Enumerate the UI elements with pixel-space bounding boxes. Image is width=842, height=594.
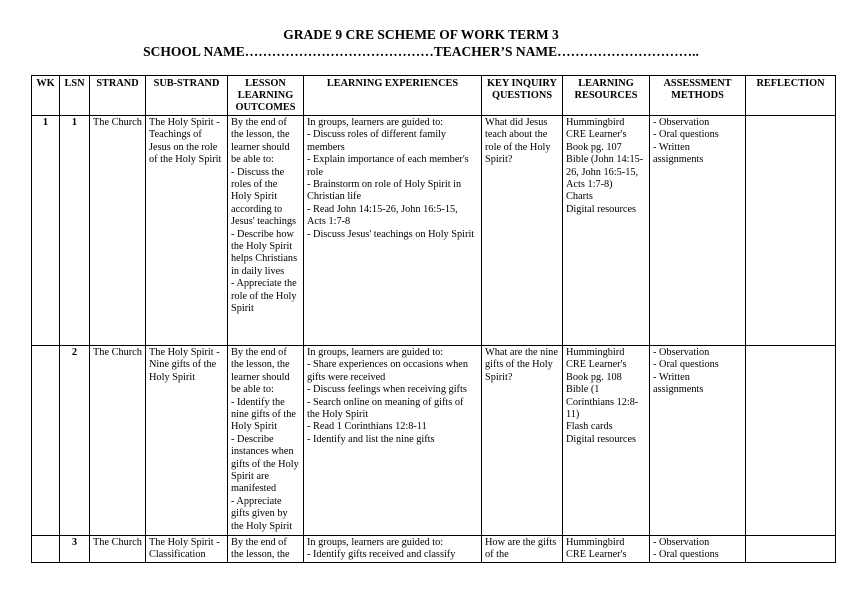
- header-strand: STRAND: [90, 76, 146, 116]
- header-wk: WK: [32, 76, 60, 116]
- cell-strand: The Church: [90, 536, 146, 563]
- experience-line: - Discuss feelings when receiving gifts: [307, 384, 467, 396]
- school-teacher-line: SCHOOL NAME……………………………………TEACHER’S NAME…………………………..: [143, 44, 699, 59]
- assessment-line: - Oral questions: [653, 129, 719, 141]
- scheme-of-work-table: [31, 75, 836, 563]
- assessment-line: - Observation: [653, 347, 710, 358]
- cell-sub-strand: The Holy Spirit - Teachings of Jesus on the role of the Holy Spirit: [146, 116, 228, 346]
- assessment-line: - Written assignments: [653, 371, 704, 396]
- assessment-line: - Written assignments: [653, 141, 704, 166]
- cell-outcomes: [228, 116, 304, 346]
- cell-outcomes: [228, 536, 304, 563]
- document-title: GRADE 9 CRE SCHEME OF WORK TERM 3: [283, 27, 559, 42]
- outcome-line: - Discuss the roles of the Holy Spirit according to Jesus' teachings: [231, 166, 297, 228]
- cell-wk: 1: [32, 116, 60, 346]
- experience-line: - Share experiences on occasions when gifts were received: [307, 359, 468, 383]
- resource-line: Digital resources: [566, 433, 637, 445]
- table-row: [32, 536, 836, 563]
- outcome-line: By the end of the lesson, the learner should be able to:: [231, 347, 290, 396]
- table-header-row: [32, 76, 836, 116]
- outcome-line: By the end of the lesson, the: [231, 537, 290, 561]
- header-outcomes: LESSON LEARNING OUTCOMES: [228, 76, 304, 116]
- resource-line: Charts: [566, 191, 593, 203]
- cell-reflection: [746, 536, 836, 563]
- cell-lsn: 3: [60, 536, 90, 563]
- experience-line: - Discuss roles of different family members: [307, 129, 447, 153]
- cell-resources: [563, 536, 650, 563]
- cell-lsn: 1: [60, 116, 90, 346]
- assessment-line: - Observation: [653, 537, 710, 548]
- header-sub-strand: SUB-STRAND: [146, 76, 228, 116]
- table-row: [32, 346, 836, 536]
- resource-line: Bible (John 14:15-26, John 16:5-15, Acts 1:7-8): [566, 154, 644, 191]
- cell-lsn: 2: [60, 346, 90, 536]
- cell-resources: [563, 116, 650, 346]
- outcome-line: By the end of the lesson, the learner should be able to:: [231, 117, 290, 166]
- experience-line: - Brainstorm on role of Holy Spirit in Christian life: [307, 179, 462, 203]
- cell-experiences: [304, 346, 482, 536]
- experience-line: - Discuss Jesus' teachings on Holy Spirit: [307, 228, 475, 240]
- cell-assessment: [650, 116, 746, 346]
- header-resources: LEARNING RESOURCES: [563, 76, 650, 116]
- experience-line: - Identify gifts received and classify: [307, 549, 456, 561]
- cell-wk: [32, 536, 60, 563]
- cell-wk: [32, 346, 60, 536]
- experience-line: - Search online on meaning of gifts of the Holy Spirit: [307, 396, 464, 421]
- header-lsn: LSN: [60, 76, 90, 116]
- cell-outcomes: [228, 346, 304, 536]
- assessment-line: - Observation: [653, 117, 710, 128]
- experience-line: In groups, learners are guided to:: [307, 117, 444, 128]
- experience-line: - Explain importance of each member's role: [307, 154, 469, 178]
- table-row: [32, 116, 836, 346]
- cell-sub-strand: The Holy Spirit - Nine gifts of the Holy Spirit: [146, 346, 228, 536]
- experience-line: In groups, learners are guided to:: [307, 347, 444, 358]
- header-experiences: LEARNING EXPERIENCES: [304, 76, 482, 116]
- cell-experiences: [304, 116, 482, 346]
- cell-inquiry: What did Jesus teach about the role of the Holy Spirit?: [482, 116, 563, 346]
- cell-reflection: [746, 346, 836, 536]
- header-inquiry: KEY INQUIRY QUESTIONS: [482, 76, 563, 116]
- resource-line: Flash cards: [566, 421, 613, 433]
- header-assessment: ASSESSMENT METHODS: [650, 76, 746, 116]
- resource-line: Hummingbird CRE Learner's Book pg. 107: [566, 117, 627, 153]
- resource-line: Hummingbird CRE Learner's: [566, 537, 627, 561]
- outcome-line: - Appreciate gifts given by the Holy Spirit: [231, 495, 293, 532]
- cell-strand: The Church: [90, 346, 146, 536]
- resource-line: Bible (1 Corinthians 12:8-11): [566, 384, 639, 421]
- cell-strand: The Church: [90, 116, 146, 346]
- outcome-line: - Describe instances when gifts of the Holy Spirit are manifested: [231, 433, 299, 495]
- outcome-line: - Identify the nine gifts of the Holy Spirit: [231, 396, 296, 433]
- cell-experiences: [304, 536, 482, 563]
- cell-assessment: [650, 536, 746, 563]
- experience-line: - Read John 14:15-26, John 16:5-15, Acts 1:7-8: [307, 203, 458, 228]
- cell-resources: [563, 346, 650, 536]
- cell-inquiry: What are the nine gifts of the Holy Spirit?: [482, 346, 563, 536]
- cell-sub-strand: The Holy Spirit - Classification: [146, 536, 228, 563]
- resource-line: Hummingbird CRE Learner's Book pg. 108: [566, 347, 627, 383]
- experience-line: - Identify and list the nine gifts: [307, 433, 435, 445]
- outcome-line: - Appreciate the role of the Holy Spirit: [231, 278, 297, 315]
- assessment-line: - Oral questions: [653, 359, 719, 371]
- cell-assessment: [650, 346, 746, 536]
- header-reflection: REFLECTION: [746, 76, 836, 116]
- cell-inquiry: How are the gifts of the: [482, 536, 563, 563]
- assessment-line: - Oral questions: [653, 549, 719, 561]
- outcome-line: - Describe how the Holy Spirit helps Christians in daily lives: [231, 228, 298, 277]
- experience-line: In groups, learners are guided to:: [307, 537, 444, 548]
- cell-reflection: [746, 116, 836, 346]
- experience-line: - Read 1 Corinthians 12:8-11: [307, 421, 427, 433]
- resource-line: Digital resources: [566, 203, 637, 215]
